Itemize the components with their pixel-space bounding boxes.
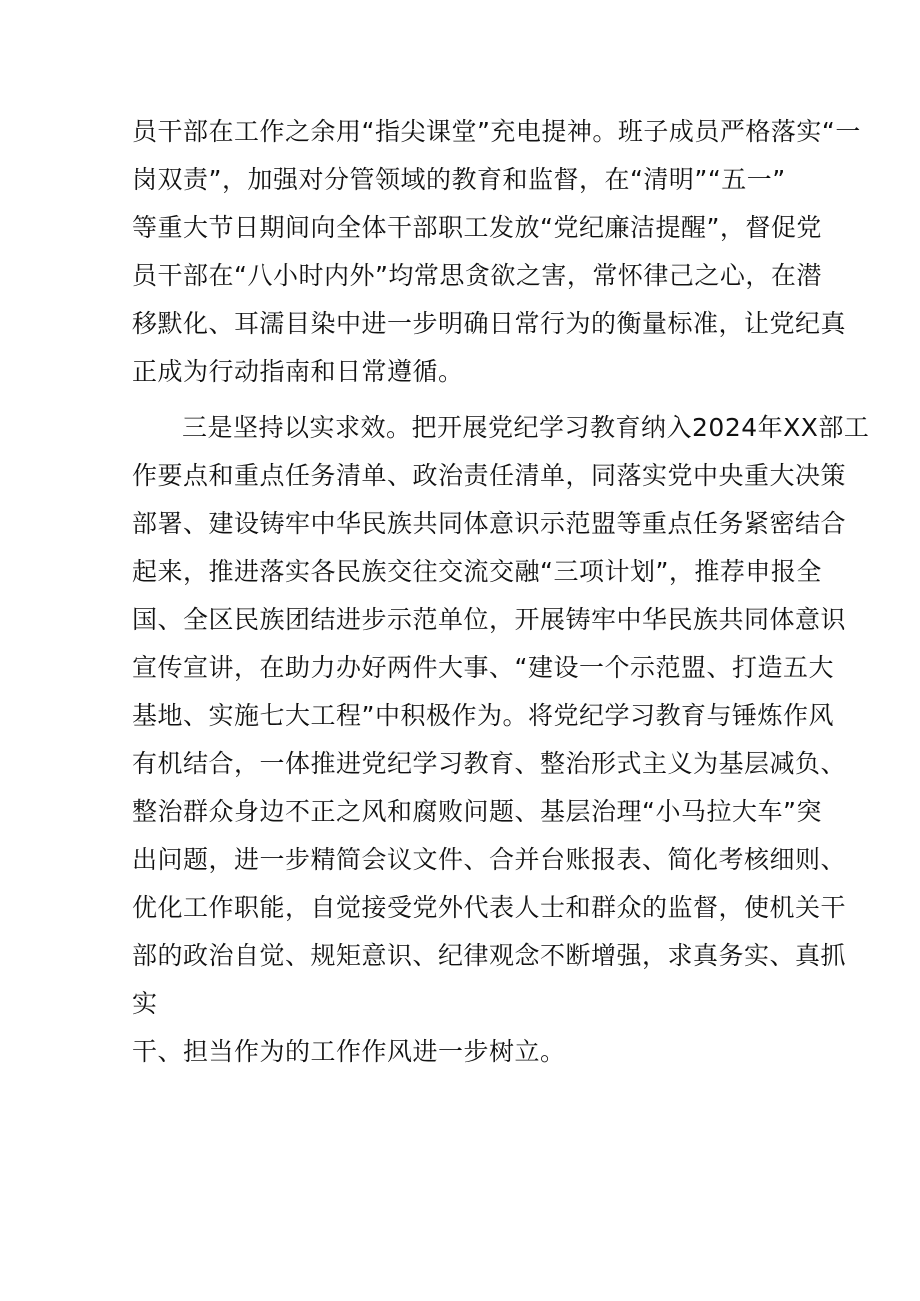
document-body xyxy=(132,108,870,1076)
text-line: 岗双责”，加强对分管领域的教育和监督，在“清明”“五一” xyxy=(132,165,786,194)
text-line: 部署、建设铸牢中华民族共同体意识示范盟等重点任务紧密结合 xyxy=(132,509,847,538)
text-line: 整治群众身边不正之风和腐败问题、基层治理“小马拉大车”突 xyxy=(132,797,822,826)
text-line: 部的政治自觉、规矩意识、纪律观念不断增强，求真务实、真抓 xyxy=(132,941,847,970)
text-line: 国、全区民族团结进步示范单位，开展铸牢中华民族共同体意识 xyxy=(132,605,847,634)
text-line: 正成为行动指南和日常遵循。 xyxy=(132,357,464,386)
text-line: 员干部在“八小时内外”均常思贪欲之害，常怀律己之心，在潜 xyxy=(132,261,822,290)
text-line: 出问题，进一步精简会议文件、合并台账报表、简化考核细则、 xyxy=(132,845,847,874)
text-line: 起来，推进落实各民族交往交流交融“三项计划”，推荐申报全 xyxy=(132,557,822,586)
paragraph-1 xyxy=(132,108,861,396)
text-line: 实 xyxy=(132,989,158,1018)
text-line: 有机结合，一体推进党纪学习教育、整治形式主义为基层减负、 xyxy=(132,749,847,778)
text-line: 三是坚持以实求效。把开展党纪学习教育纳入2024年XX部工 xyxy=(182,413,870,442)
text-line: 作要点和重点任务清单、政治责任清单，同落实党中央重大决策 xyxy=(132,461,847,490)
paragraph-gap xyxy=(132,396,792,404)
text-line: 等重大节日期间向全体干部职工发放“党纪廉洁提醒”，督促党 xyxy=(132,213,822,242)
text-line: 优化工作职能，自觉接受党外代表人士和群众的监督，使机关干 xyxy=(132,893,847,922)
text-line: 干、担当作为的工作作风进一步树立。 xyxy=(132,1037,566,1066)
text-line: 基地、实施七大工程”中积极作为。将党纪学习教育与锤炼作风 xyxy=(132,701,834,730)
text-line: 宣传宣讲，在助力办好两件大事、“建设一个示范盟、打造五大 xyxy=(132,653,834,682)
text-line: 移默化、耳濡目染中进一步明确日常行为的衡量标准，让党纪真 xyxy=(132,309,847,338)
paragraph-2 xyxy=(132,404,870,1076)
text-line: 员干部在工作之余用“指尖课堂”充电提神。班子成员严格落实“一 xyxy=(132,117,861,146)
